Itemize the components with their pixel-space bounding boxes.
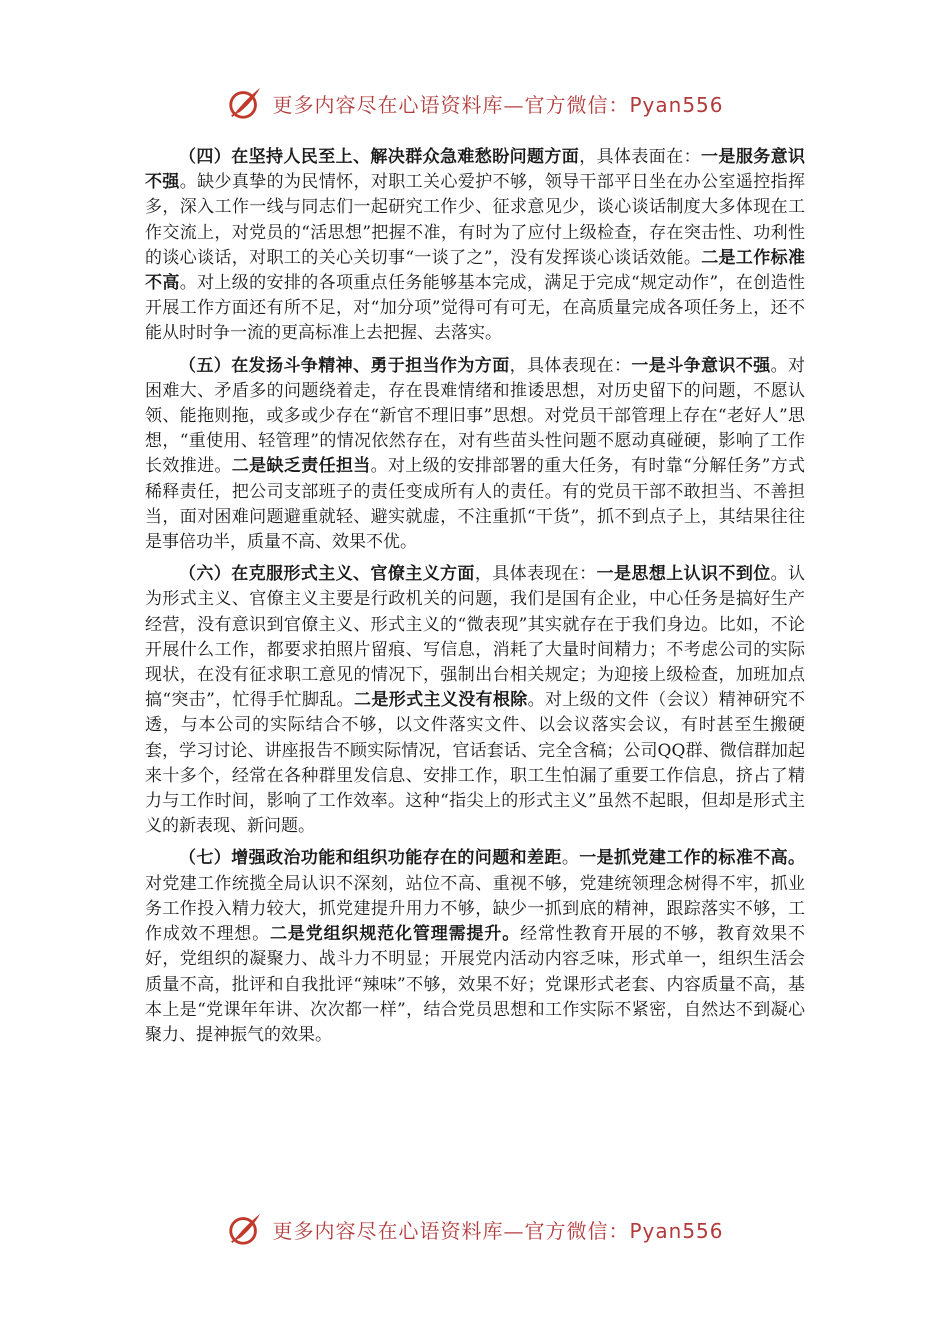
section-heading: （六）在克服形式主义、官僚主义方面: [179, 564, 475, 585]
section-heading: （七）增强政治功能和组织功能存在的问题和差距: [179, 848, 562, 869]
document-body: [145, 145, 805, 1055]
quill-logo-icon: [226, 1210, 264, 1248]
paragraph-5: （五）在发扬斗争精神、勇于担当作为方面，具体表现在：一是斗争意识不强。对困难大、矛盾多的问题绕着走，存在畏难情绪和推诿思想，对历史留下的问题，不愿认领、能拖则拖，或多或少存在“新官不理旧事”思想。对党员干部管理上存在“老好人”思想，“重使用、轻管理”的情况依然存在，对有些苗头性问题不愿动真碰硬，影响了工作长效推进。二是缺乏责任担当。对上级的安排部署的重大任务，有时靠“分解任务”方式稀释责任，把公司支部班子的责任变成所有人的责任。有的党员干部不敢担当、不善担当，面对困难问题避重就轻、避实就虚，不注重抓“干货”，抓不到点子上，其结果往往是事倍功半，质量不高、效果不优。: [145, 355, 806, 553]
key-point: 二是形式主义没有根除: [354, 690, 528, 711]
banner-text: [272, 89, 723, 118]
key-point: 一是思想上认识不到位: [596, 564, 771, 585]
paragraph-6: （六）在克服形式主义、官僚主义方面，具体表现在：一是思想上认识不到位。认为形式主义、官僚主义主要是行政机关的问题，我们是国有企业，中心任务是搞好生产经营，没有意识到官僚主义、形式主义的“微表现”其实就存在于我们身边。比如，不论开展什么工作，都要求拍照片留痕、写信息，消耗了大量时间精力；不考虑公司的实际现状，在没有征求职工意见的情况下，强制出台相关规定；为迎接上级检查，加班加点搞“突击”，忙得手忙脚乱。二是形式主义没有根除。对上级的文件（会议）精神研究不透，与本公司的实际结合不够，以文件落实文件、以会议落实会议，有时甚至生搬硬套，学习讨论、讲座报告不顾实际情况，官话套话、完全含稿；公司QQ群、微信群加起来十多个，经常在各种群里发信息、安排工作，职工生怕漏了重要工作信息，挤占了精力与工作时间，影响了工作效率。这种“指尖上的形式主义”虽然不起眼，但却是形式主义的新表现、新问题。: [145, 564, 806, 837]
banner-text: [272, 1215, 723, 1244]
paragraph-7: （七）增强政治功能和组织功能存在的问题和差距。一是抓党建工作的标准不高。对党建工作统揽全局认识不深刻，站位不高、重视不够，党建统领理念树得不牢，抓业务工作投入精力较大，抓党建提升用力不够，缺少一抓到底的精神，跟踪落实不够，工作成效不理想。二是党组织规范化管理需提升。经常性教育开展的不够，教育效果不好，党组织的凝聚力、战斗力不明显；开展党内活动内容乏味，形式单一，组织生活会质量不高，批评和自我批评“辣味”不够，效果不好；党课形式老套、内容质量不高，基本上是“党课年年讲、次次都一样”，结合党员思想和工作实际不紧密，自然达不到凝心聚力、提神振气的效果。: [145, 848, 806, 1045]
banner-wechat-id: Pyan556: [629, 1218, 724, 1243]
header-banner: [0, 84, 950, 122]
key-point: 二是党组织规范化管理需提升。: [270, 924, 521, 945]
footer-banner: [0, 1210, 950, 1248]
banner-wechat-id: Pyan556: [629, 92, 724, 117]
banner-site-text: 更多内容尽在心语资料库—官方微信：: [272, 1218, 630, 1243]
key-point: 一是抓党建工作的标准不高。: [579, 848, 806, 869]
key-point: 二是工作标准不高: [145, 247, 805, 294]
key-point: 一是斗争意识不强: [631, 355, 771, 376]
key-point: 一是服务意识不强: [145, 147, 806, 193]
paragraph-4: （四）在坚持人民至上、解决群众急难愁盼问题方面，具体表面在：一是服务意识不强。缺少真挚的为民情怀，对职工关心爱护不够，领导干部平日坐在办公室遥控指挥多，深入工作一线与同志们一起研究工作少、征求意见少，谈心谈话制度大多体现在工作交流上，对党员的“活思想”把握不准，有时为了应付上级检查，存在突击性、功利性的谈心谈话，对职工的关心关切事“一谈了之”，没有发挥谈心谈话效能。二是工作标准不高。对上级的安排的各项重点任务能够基本完成，满足于完成“规定动作”，在创造性开展工作方面还有所不足，对“加分项”觉得可有可无，在高质量完成各项任务上，还不能从时时争一流的更高标准上去把握、去落实。: [145, 147, 806, 344]
key-point: 二是缺乏责任担当: [231, 456, 371, 477]
quill-logo-icon: [226, 84, 264, 122]
section-heading: （四）在坚持人民至上、解决群众急难愁盼问题方面: [179, 147, 580, 167]
section-heading: （五）在发扬斗争精神、勇于担当作为方面: [179, 355, 510, 376]
banner-site-text: 更多内容尽在心语资料库—官方微信：: [272, 92, 630, 117]
